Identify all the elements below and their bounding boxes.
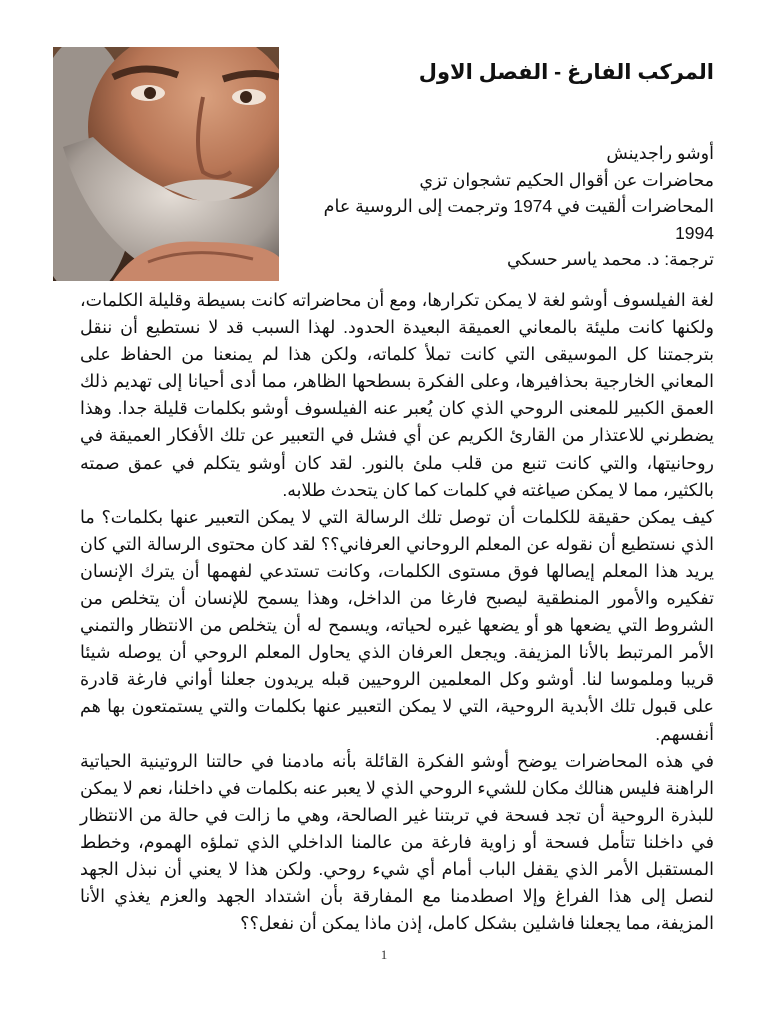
- author-portrait-photo: [53, 47, 279, 281]
- document-subtitle: محاضرات عن أقوال الحكيم تشجوان تزي: [419, 169, 714, 190]
- paragraph: كيف يمكن حقيقة للكلمات أن توصل تلك الرسالة التي لا يمكن التعبير عنها بكلمات؟ ما الذي نستطيع أن نقوله عن المعلم الروحاني العرفاني؟؟ لقد كان محتوى الرسالة التي كان يريد هذا المعلم إيصالها فوق مستوى الكلمات، وكانت تستدعي لفهمها أن يترك الإنسان تفكيره والأمور المنطقية ليصبح فارغا من الداخل، وهذا يسمح للإنسان أن يتخلص من الشروط التي يضعها هو أو يضعها غيره لحياته، ويسمح له أن يتخلص من الانتظار والتمني الأمر المرتبط بالأنا المزيفة. ويجعل العرفان الذي يحاول المعلم الروحي أن يوصله شيئا قريبا وملموسا لنا. أوشو وكل المعلمين الروحيين قبله يريدون جعلنا أواني فارغة قادرة على قبول تلك الأبدية الروحية، التي لا يمكن التعبير عنها بكلمات والتي يستمتعون بها هم أنفسهم.: [80, 506, 714, 744]
- paragraph: لغة الفيلسوف أوشو لغة لا يمكن تكرارها، ومع أن محاضراته كانت بسيطة وقليلة الكلمات، ولكنها كانت مليئة بالمعاني العميقة البعيدة الحدود. لهذا السبب قد لا نستطيع أن ننقل بترجمتنا كل الموسيقى التي كانت تملأ كلماته، ولكن هذا لم يمنعنا من الحفاظ على المعاني الخارجية بحذافيرها، وعلى الفكرة بسطحها الظاهر، مما أدى أحيانا إلى تهديم ذلك العمق الكبير للمعنى الروحي الذي كان يُعبر عنه الفيلسوف أوشو بكلمات قليلة جدا. وهذا يضطرني للاعتذار من القارئ الكريم عن أي فشل في التعبير عن تلك الأفكار العميقة في روحانيتها، والتي كانت تنبع من قلب ملئ بالنور. لقد كان أوشو يتكلم في عمق صمته بالكثير، مما لا يمكن صياغته في كلمات كما كان يتحدث طلابه.: [80, 290, 714, 500]
- paragraph: في هذه المحاضرات يوضح أوشو الفكرة القائلة بأنه مادمنا في حالتنا الروتينية الحياتية الراهنة فليس هنالك مكان للشيء الروحي الذي لا يعبر عنه بكلمات في داخلنا، نعم لا يمكن للبذرة الروحية أن تجد فسحة في تربتنا غير الصالحة، وهي ما زالت في حالة من الانتظار في داخلنا تتأمل فسحة أو زاوية فارغة من عالمنا الداخلي الذي تملؤه الهموم، وخطط المستقبل الأمر الذي يقفل الباب أمام أي شيء روحي. ولكن هذا لا يعني أن نبذل الجهد لنصل إلى هذا الفراغ وإلا اصطدمنا مع المفارقة بأن اشتداد الجهد والعزم يغذي الأنا المزيفة، مما يجعلنا فاشلين بشكل كامل، إذن ماذا يمكن أن نفعل؟؟: [80, 750, 714, 934]
- document-title: المركب الفارغ - الفصل الاول: [418, 61, 714, 84]
- portrait-photo-icon: [53, 47, 279, 281]
- lectures-line: المحاضرات ألقيت في 1974 وترجمت إلى الروسية عام: [323, 196, 714, 216]
- lectures-year: 1994: [675, 222, 714, 243]
- author-name: أوشو راجدينش: [606, 143, 714, 163]
- document-meta: [294, 140, 714, 273]
- page-number: 1: [380, 947, 388, 962]
- translator-line: ترجمة: د. محمد ياسر حسكي: [507, 249, 714, 269]
- document-body: [80, 287, 714, 937]
